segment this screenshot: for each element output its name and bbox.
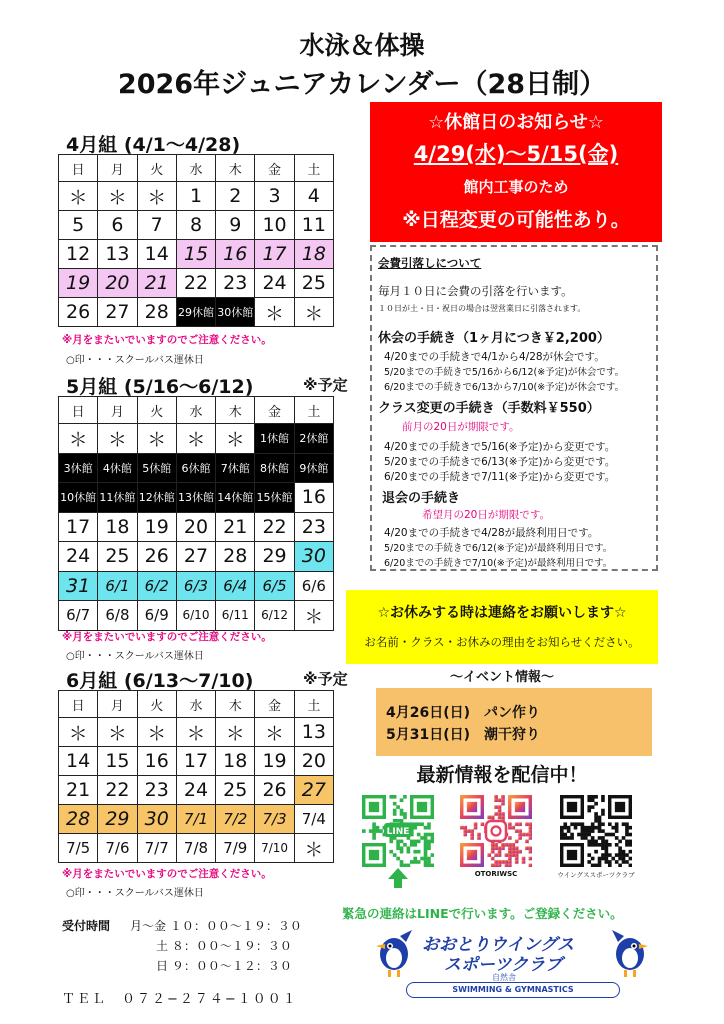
april-day-cell: 27	[98, 298, 137, 327]
logo-ribbon: SWIMMING & GYMNASTICS	[406, 982, 620, 998]
may-day-cell: 3休館	[59, 453, 98, 483]
class-line-2: 5/20までの手続きで6/13(※予定)から変更です。	[384, 456, 616, 468]
leave-line-1: 4/20までの手続きで4/28が最終利用日です。	[384, 527, 599, 539]
may-month-note: ※月をまたいでいますのでご注意ください。	[62, 631, 272, 643]
website-qr-label: ウイングススポーツクラブ	[557, 871, 635, 879]
may-day-cell: 6/9	[137, 601, 176, 631]
april-day-cell: 11	[294, 211, 333, 240]
april-weekday-2: 火	[137, 155, 176, 182]
may-calendar	[58, 396, 334, 631]
may-day-cell: 19	[137, 512, 176, 542]
april-day-cell: 10	[255, 211, 294, 240]
june-day-cell: 7/5	[59, 834, 98, 863]
absence-title: ☆お休みする時は連絡をお願いします☆	[377, 605, 627, 621]
june-group-title: 6月組 (6/13〜7/10)	[66, 670, 254, 692]
june-weekday-5: 金	[255, 691, 294, 718]
april-day-cell: 26	[59, 298, 98, 327]
june-bus-note: ○印・・・スクールバス運休日	[66, 888, 204, 899]
june-month-note: ※月をまたいでいますのでご注意ください。	[62, 868, 272, 880]
club-logo	[372, 924, 652, 1000]
may-day-cell: 6/6	[294, 571, 333, 601]
june-weekday-1: 月	[98, 691, 137, 718]
may-day-cell: 25	[98, 542, 137, 572]
april-calendar	[58, 154, 334, 327]
bird-mascot-left-icon	[372, 928, 414, 978]
may-weekday-0: 日	[59, 397, 98, 424]
april-group-title: 4月組 (4/1〜4/28)	[66, 134, 241, 156]
hours-weekday: 月〜金 １０：００〜１９：３０	[130, 919, 302, 933]
april-weekday-0: 日	[59, 155, 98, 182]
may-day-cell: ＊	[216, 424, 255, 454]
events-box	[376, 688, 652, 756]
logo-sub: 自然舎	[492, 973, 516, 982]
may-weekday-1: 月	[98, 397, 137, 424]
june-day-cell: ＊	[176, 718, 215, 747]
june-day-cell: 16	[137, 747, 176, 776]
logo-name-line2: スポーツクラブ	[444, 955, 563, 975]
may-day-cell: 6/5	[255, 571, 294, 601]
leave-line-3: 6/20までの手続きで7/10(※予定)が最終利用日です。	[384, 558, 613, 569]
hours-sunday: 日 ９：００〜１２：３０	[156, 959, 292, 973]
april-day-cell: 30休館	[216, 298, 255, 327]
june-day-cell: 7/3	[255, 805, 294, 834]
june-day-cell: ＊	[98, 718, 137, 747]
june-day-cell: 7/10	[255, 834, 294, 863]
may-day-cell: 6/11	[216, 601, 255, 631]
may-day-cell: 6/12	[255, 601, 294, 631]
may-day-cell: ＊	[98, 424, 137, 454]
april-day-cell: 21	[137, 269, 176, 298]
closure-warning: ※日程変更の可能性あり。	[402, 209, 630, 231]
april-day-cell: 25	[294, 269, 333, 298]
closure-dates: 4/29(水)〜5/15(金)	[413, 142, 619, 166]
may-day-cell: 9休館	[294, 453, 333, 483]
may-day-cell: 8休館	[255, 453, 294, 483]
arrow-up-icon	[386, 866, 410, 890]
may-yotei: ※予定	[303, 376, 348, 394]
june-day-cell: 19	[255, 747, 294, 776]
june-day-cell: 28	[59, 805, 98, 834]
hours-label: 受付時間	[62, 919, 111, 933]
event-item-2: 5月31日(日) 潮干狩り	[386, 727, 541, 743]
may-day-cell: 6/4	[216, 571, 255, 601]
may-day-cell: 6/10	[176, 601, 215, 631]
closure-title: ☆休館日のお知らせ☆	[428, 112, 604, 133]
logo-name-line1: おおとりウイングス	[422, 935, 574, 955]
may-weekday-6: 土	[294, 397, 333, 424]
may-day-cell: 6/1	[98, 571, 137, 601]
june-weekday-3: 水	[176, 691, 215, 718]
may-day-cell: 6/8	[98, 601, 137, 631]
may-day-cell: 18	[98, 512, 137, 542]
may-weekday-5: 金	[255, 397, 294, 424]
june-day-cell: ＊	[216, 718, 255, 747]
may-day-cell: 24	[59, 542, 98, 572]
may-day-cell: 7休館	[216, 453, 255, 483]
june-calendar	[58, 690, 334, 863]
june-day-cell: 25	[216, 776, 255, 805]
may-group-title: 5月組 (5/16〜6/12)	[66, 376, 254, 398]
absence-detail: お名前・クラス・お休みの理由をお知らせください。	[364, 635, 640, 649]
latest-info-heading: 最新情報を配信中！	[416, 764, 588, 786]
april-day-cell: 28	[137, 298, 176, 327]
fee-info-box	[370, 245, 658, 571]
june-day-cell: 29	[98, 805, 137, 834]
june-day-cell: 24	[176, 776, 215, 805]
page-title: 水泳＆体操	[299, 31, 425, 60]
rest-line-3: 6/20までの手続きで6/13から7/10(※予定)が休会です。	[384, 382, 625, 393]
may-weekday-2: 火	[137, 397, 176, 424]
may-day-cell: 6/7	[59, 601, 98, 631]
may-day-cell: 27	[176, 542, 215, 572]
april-month-note: ※月をまたいでいますのでご注意ください。	[62, 334, 272, 346]
rest-heading: 休会の手続き（1ヶ月につき￥2,200）	[378, 331, 610, 346]
may-day-cell: 30	[294, 542, 333, 572]
april-day-cell: 2	[216, 182, 255, 211]
may-day-cell: 13休館	[176, 483, 215, 513]
may-day-cell: 17	[59, 512, 98, 542]
may-weekday-3: 水	[176, 397, 215, 424]
april-day-cell: 16	[216, 240, 255, 269]
april-day-cell: ＊	[255, 298, 294, 327]
may-bus-note: ○印・・・スクールバス運休日	[66, 651, 204, 662]
april-day-cell: 4	[294, 182, 333, 211]
june-day-cell: 15	[98, 747, 137, 776]
may-day-cell: 6/2	[137, 571, 176, 601]
class-change-note: 前月の20日が期限です。	[402, 421, 520, 433]
june-weekday-2: 火	[137, 691, 176, 718]
may-day-cell: 6/3	[176, 571, 215, 601]
may-day-cell: 10休館	[59, 483, 98, 513]
leave-line-2: 5/20までの手続きで6/12(※予定)が最終利用日です。	[384, 543, 613, 554]
may-day-cell: ＊	[176, 424, 215, 454]
may-day-cell: 31	[59, 571, 98, 601]
may-day-cell: 14休館	[216, 483, 255, 513]
website-qr-code[interactable]	[560, 795, 632, 867]
june-day-cell: 22	[98, 776, 137, 805]
june-day-cell: 27	[294, 776, 333, 805]
april-weekday-4: 木	[216, 155, 255, 182]
class-line-1: 4/20までの手続きで5/16(※予定)から変更です。	[384, 441, 616, 453]
june-day-cell: 7/2	[216, 805, 255, 834]
april-weekday-6: 土	[294, 155, 333, 182]
april-day-cell: 6	[98, 211, 137, 240]
april-day-cell: 17	[255, 240, 294, 269]
may-day-cell: 15休館	[255, 483, 294, 513]
april-day-cell: 20	[98, 269, 137, 298]
april-day-cell: 14	[137, 240, 176, 269]
april-day-cell: 15	[176, 240, 215, 269]
june-day-cell: 13	[294, 718, 333, 747]
april-day-cell: ＊	[59, 182, 98, 211]
may-day-cell: 20	[176, 512, 215, 542]
may-day-cell: 1休館	[255, 424, 294, 454]
june-day-cell: ＊	[255, 718, 294, 747]
april-weekday-5: 金	[255, 155, 294, 182]
april-day-cell: 3	[255, 182, 294, 211]
june-day-cell: 17	[176, 747, 215, 776]
may-day-cell: 12休館	[137, 483, 176, 513]
june-weekday-6: 土	[294, 691, 333, 718]
april-day-cell: 5	[59, 211, 98, 240]
april-day-cell: 24	[255, 269, 294, 298]
may-day-cell: 22	[255, 512, 294, 542]
april-day-cell: 1	[176, 182, 215, 211]
june-day-cell: 21	[59, 776, 98, 805]
june-day-cell: 20	[294, 747, 333, 776]
bird-mascot-right-icon	[610, 928, 652, 978]
instagram-qr-label: OTORIWSC	[474, 870, 518, 878]
june-day-cell: ＊	[294, 834, 333, 863]
may-day-cell: ＊	[137, 424, 176, 454]
tel-number: ＴＥＬ ０７２−２７４−１００１	[62, 992, 298, 1007]
june-yotei: ※予定	[303, 670, 348, 688]
june-day-cell: 7/9	[216, 834, 255, 863]
fee-line2: １０日が土・日・祝日の場合は翌営業日に引落されます。	[378, 304, 586, 313]
april-day-cell: 13	[98, 240, 137, 269]
june-day-cell: 23	[137, 776, 176, 805]
april-day-cell: 12	[59, 240, 98, 269]
may-weekday-4: 木	[216, 397, 255, 424]
june-day-cell: 26	[255, 776, 294, 805]
instagram-qr-code[interactable]	[460, 795, 532, 867]
may-day-cell: 26	[137, 542, 176, 572]
june-day-cell: 7/4	[294, 805, 333, 834]
may-day-cell: 21	[216, 512, 255, 542]
class-line-3: 6/20までの手続きで7/11(※予定)から変更です。	[384, 471, 616, 483]
june-day-cell: 7/1	[176, 805, 215, 834]
april-bus-note: ○印・・・スクールバス運休日	[66, 355, 204, 366]
april-day-cell: 7	[137, 211, 176, 240]
may-day-cell: 5休館	[137, 453, 176, 483]
june-day-cell: ＊	[137, 718, 176, 747]
april-day-cell: 22	[176, 269, 215, 298]
may-day-cell: 16	[294, 483, 333, 513]
april-day-cell: 29休館	[176, 298, 215, 327]
leave-heading: 退会の手続き	[382, 491, 461, 506]
fee-heading: 会費引落しについて	[378, 256, 482, 270]
line-qr-code[interactable]	[362, 795, 434, 867]
april-day-cell: ＊	[294, 298, 333, 327]
may-day-cell: 29	[255, 542, 294, 572]
page-subtitle: 2026年ジュニアカレンダー（28日制）	[117, 69, 607, 100]
april-weekday-1: 月	[98, 155, 137, 182]
emergency-contact: 緊急の連絡はLINEで行います。ご登録ください。	[342, 906, 623, 921]
may-day-cell: 11休館	[98, 483, 137, 513]
may-day-cell: 2休館	[294, 424, 333, 454]
closure-reason: 館内工事のため	[463, 178, 569, 196]
june-day-cell: 14	[59, 747, 98, 776]
april-day-cell: 19	[59, 269, 98, 298]
closure-notice	[370, 102, 662, 242]
april-day-cell: 9	[216, 211, 255, 240]
june-day-cell: 7/6	[98, 834, 137, 863]
june-weekday-0: 日	[59, 691, 98, 718]
rest-line-2: 5/20までの手続きで5/16から6/12(※予定)が休会です。	[384, 367, 625, 378]
class-change-heading: クラス変更の手続き（手数料￥550）	[378, 401, 600, 416]
may-day-cell: 4休館	[98, 453, 137, 483]
absence-notice	[346, 590, 658, 664]
events-title: 〜イベント情報〜	[449, 670, 554, 685]
june-day-cell: 7/8	[176, 834, 215, 863]
june-day-cell: 7/7	[137, 834, 176, 863]
june-day-cell: 30	[137, 805, 176, 834]
april-day-cell: 18	[294, 240, 333, 269]
april-day-cell: 8	[176, 211, 215, 240]
may-day-cell: 23	[294, 512, 333, 542]
june-day-cell: ＊	[59, 718, 98, 747]
fee-line1: 毎月１０日に会費の引落を行います。	[378, 284, 573, 298]
may-day-cell: 6休館	[176, 453, 215, 483]
april-day-cell: ＊	[137, 182, 176, 211]
leave-note: 希望月の20日が期限です。	[422, 509, 551, 521]
june-day-cell: 18	[216, 747, 255, 776]
april-day-cell: ＊	[98, 182, 137, 211]
may-day-cell: 28	[216, 542, 255, 572]
may-day-cell: ＊	[294, 601, 333, 631]
april-weekday-3: 水	[176, 155, 215, 182]
line-qr-label: LINE	[386, 827, 410, 837]
may-day-cell: ＊	[59, 424, 98, 454]
event-item-1: 4月26日(日) パン作り	[386, 705, 541, 721]
june-weekday-4: 木	[216, 691, 255, 718]
hours-saturday: 土 ８：００〜１９：３０	[156, 939, 292, 953]
rest-line-1: 4/20までの手続きで4/1から4/28が休会です。	[384, 351, 605, 363]
april-day-cell: 23	[216, 269, 255, 298]
